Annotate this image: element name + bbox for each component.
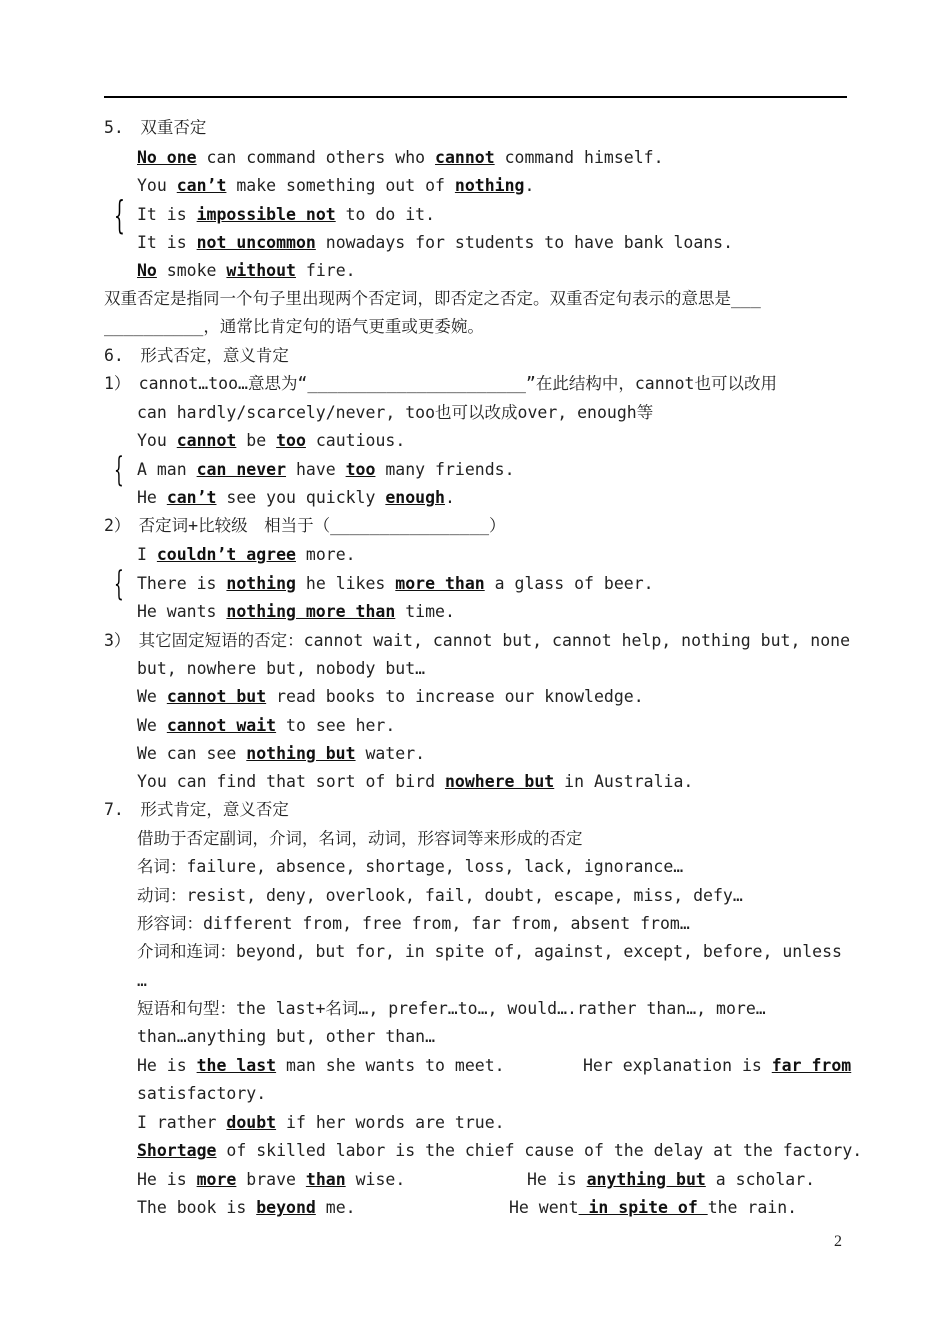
sec7-example-8: He went in spite of the rain.	[509, 1198, 798, 1217]
sec7-example-1: He is the last man she wants to meet.	[137, 1056, 505, 1075]
section-5-title: 5. 双重否定	[104, 118, 207, 137]
sec6-example-7: We cannot but read books to increase our knowledge.	[137, 687, 644, 706]
sec7-adjectives: 形容词：different from, free from, far from, absent from…	[137, 914, 690, 933]
sec6-example-10: You can find that sort of bird nowhere but in Australia.	[137, 772, 694, 791]
sec5-example-3: It is impossible not to do it.	[137, 205, 436, 224]
sec7-nouns: 名词：failure, absence, shortage, loss, lack, ignorance…	[137, 857, 684, 876]
brace-sec6-1: {	[114, 450, 124, 490]
sec7-example-4: Shortage of skilled labor is the chief cause of the delay at the factory.	[137, 1141, 863, 1160]
sec5-note-line-1: 双重否定是指同一个句子里出现两个否定词，即否定之否定。双重否定句表示的意思是___	[104, 289, 761, 308]
sec6-example-9: We can see nothing but water.	[137, 744, 426, 763]
sec5-example-1: No one can command others who cannot command himself.	[137, 148, 664, 167]
header-rule	[104, 96, 847, 98]
sec5-example-2: You can’t make something out of nothing.	[137, 176, 535, 195]
page-number: 2	[834, 1233, 842, 1250]
sec6-example-5: There is nothing he likes more than a glass of beer.	[137, 574, 654, 593]
sec5-note-line-2: __________，通常比肯定句的语气更重或更委婉。	[104, 317, 484, 336]
sec7-example-5: He is more brave than wise.	[137, 1170, 406, 1189]
sec6-example-8: We cannot wait to see her.	[137, 716, 396, 735]
sec6-point-1-line-1: 1） cannot…too…意思为“______________________”在此结构中，cannot也可以改用	[104, 374, 777, 393]
sec6-example-2: A man can never have too many friends.	[137, 460, 515, 479]
sec7-prepositions: 介词和连词：beyond, but for, in spite of, against, except, before, unless	[137, 942, 842, 961]
sec6-point-2: 2） 否定词+比较级 相当于（________________）	[104, 516, 506, 535]
sec5-example-4: It is not uncommon nowadays for students to have bank loans.	[137, 233, 734, 252]
brace-sec6-2: {	[114, 564, 124, 604]
sec7-intro: 借助于否定副词，介词，名词，动词，形容词等来形成的否定	[137, 829, 583, 848]
sec7-phrases-line-2: than…anything but, other than…	[137, 1027, 436, 1046]
sec7-phrases-line-1: 短语和句型：the last+名词…, prefer…to…, would….rather than…, more…	[137, 999, 766, 1018]
sec7-example-6: He is anything but a scholar.	[527, 1170, 816, 1189]
sec6-point-3-line-2: but, nowhere but, nobody but…	[137, 659, 426, 678]
sec6-example-1: You cannot be too cautious.	[137, 431, 406, 450]
sec6-example-4: I couldn’t agree more.	[137, 545, 356, 564]
sec7-example-2: Her explanation is far from	[583, 1056, 852, 1075]
brace-sec5: {	[114, 193, 125, 237]
sec6-point-3-line-1: 3） 其它固定短语的否定：cannot wait, cannot but, cannot help, nothing but, none	[104, 631, 851, 650]
sec7-example-3: I rather doubt if her words are true.	[137, 1113, 505, 1132]
sec6-point-1-line-2: can hardly/scarcely/never, too也可以改成over, enough等	[137, 403, 654, 422]
section-6-title: 6. 形式否定，意义肯定	[104, 346, 289, 365]
sec7-example-7: The book is beyond me.	[137, 1198, 356, 1217]
sec7-verbs: 动词：resist, deny, overlook, fail, doubt, escape, miss, defy…	[137, 886, 743, 905]
section-7-title: 7. 形式肯定，意义否定	[104, 800, 289, 819]
sec6-example-6: He wants nothing more than time.	[137, 602, 455, 621]
sec6-example-3: He can’t see you quickly enough.	[137, 488, 455, 507]
sec7-ellipsis: …	[137, 971, 147, 990]
sec7-example-2-cont: satisfactory.	[137, 1084, 267, 1103]
sec5-example-5: No smoke without fire.	[137, 261, 356, 280]
